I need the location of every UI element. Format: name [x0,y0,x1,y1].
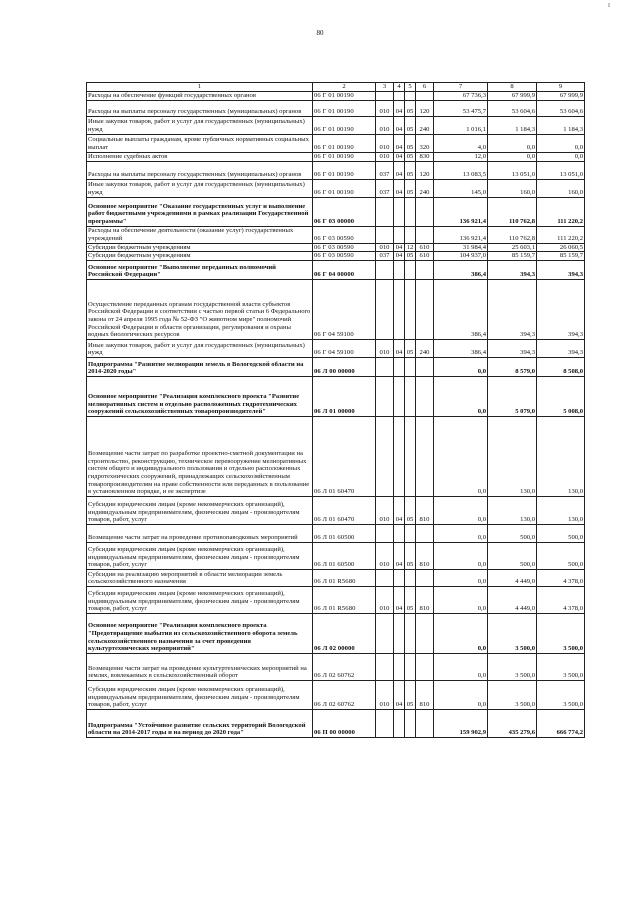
subsection-code-cell [405,279,416,339]
target-code-cell: 06 Г 01 00190 [313,152,376,161]
section-code-cell: 04 [394,339,405,357]
subsection-code-cell [405,260,416,279]
ministry-code-cell [376,357,394,376]
section-code-cell: 04 [394,542,405,569]
ministry-code-cell [376,376,394,416]
budget-table-body [87,83,585,738]
amount-cell: 53 604,6 [488,100,537,116]
amount-cell: 160,0 [488,179,537,197]
table-row [87,243,585,252]
expense-type-cell: 120 [416,161,434,179]
subsection-code-cell: 05 [405,252,416,261]
amount-cell: 500,0 [537,542,585,569]
expense-name-cell: Субсидии юридическим лицам (кроме некоммерческих организаций), индивидуальным предпринимателям, физическим лицам - производителям товаров, работ, услуг [87,542,313,569]
target-code-cell: 06 Г 04 59100 [313,339,376,357]
amount-cell: 67 999,9 [537,91,585,100]
subsection-code-cell: 05 [405,496,416,524]
amount-cell: 160,0 [537,179,585,197]
amount-cell: 67 999,9 [488,91,537,100]
amount-cell: 12,0 [434,152,488,161]
target-code-cell: 06 Л 01 60500 [313,542,376,569]
expense-type-cell: 810 [416,586,434,613]
subsection-code-cell [405,569,416,586]
expense-name-cell: Субсидии юридическим лицам (кроме некоммерческих организаций), индивидуальным предпринимателям, физическим лицам - производителям товаров, работ, услуг [87,586,313,613]
table-row [87,339,585,357]
ministry-code-cell: 010 [376,243,394,252]
expense-type-cell: 610 [416,243,434,252]
ministry-code-cell [376,569,394,586]
amount-cell: 394,3 [488,279,537,339]
table-row [87,376,585,416]
expense-name-cell: Расходы на обеспечение функций государственных органов [87,91,313,100]
expense-type-cell [416,260,434,279]
table-row [87,252,585,261]
amount-cell: 13 083,5 [434,161,488,179]
amount-cell: 666 774,2 [537,709,585,737]
subsection-code-cell [405,357,416,376]
amount-cell: 3 500,0 [537,613,585,653]
amount-cell: 110 762,8 [488,226,537,243]
section-code-cell [394,376,405,416]
amount-cell: 0,0 [434,524,488,542]
subsection-code-cell: 05 [405,134,416,152]
section-code-cell [394,709,405,737]
amount-cell: 111 220,2 [537,197,585,226]
amount-cell: 8 579,0 [488,357,537,376]
amount-cell: 67 736,3 [434,91,488,100]
expense-type-cell [416,226,434,243]
amount-cell: 13 051,0 [537,161,585,179]
amount-cell: 130,0 [488,416,537,496]
ministry-code-cell: 010 [376,152,394,161]
expense-name-cell: Возмещение части затрат на проведение противопаводковых мероприятий [87,524,313,542]
subsection-code-cell [405,197,416,226]
subsection-code-cell: 05 [405,152,416,161]
subsection-code-cell [405,416,416,496]
ministry-code-cell: 010 [376,339,394,357]
target-code-cell: 06 Л 00 00000 [313,357,376,376]
section-code-cell [394,416,405,496]
table-row [87,260,585,279]
expense-type-cell: 810 [416,542,434,569]
table-row [87,569,585,586]
amount-cell: 53 475,7 [434,100,488,116]
expense-type-cell: 240 [416,179,434,197]
column-number: 7 [434,83,488,92]
amount-cell: 500,0 [537,524,585,542]
target-code-cell: 06 Г 01 00190 [313,134,376,152]
amount-cell: 394,3 [488,260,537,279]
column-number: 6 [416,83,434,92]
target-code-cell: 06 Г 03 00590 [313,226,376,243]
amount-cell: 500,0 [488,524,537,542]
section-code-cell [394,569,405,586]
target-code-cell: 06 Л 01 00000 [313,376,376,416]
expense-name-cell: Субсидии бюджетным учреждениям [87,252,313,261]
section-code-cell [394,613,405,653]
amount-cell: 130,0 [537,416,585,496]
subsection-code-cell [405,226,416,243]
expense-name-cell: Исполнение судебных актов [87,152,313,161]
ministry-code-cell: 010 [376,134,394,152]
ministry-code-cell: 010 [376,586,394,613]
ministry-code-cell [376,279,394,339]
expense-name-cell: Подпрограмма "Устойчивое развитие сельских территорий Вологодской области на 2014-2017 годы и на период до 2020 года" [87,709,313,737]
ministry-code-cell [376,260,394,279]
amount-cell: 4,0 [434,134,488,152]
subsection-code-cell [405,613,416,653]
expense-type-cell [416,91,434,100]
amount-cell: 394,3 [488,339,537,357]
amount-cell: 4 449,0 [488,586,537,613]
column-number: 8 [488,83,537,92]
amount-cell: 386,4 [434,279,488,339]
amount-cell: 130,0 [537,496,585,524]
target-code-cell: 06 Г 04 00000 [313,260,376,279]
section-code-cell [394,91,405,100]
amount-cell: 159 902,9 [434,709,488,737]
amount-cell: 0,0 [434,569,488,586]
target-code-cell: 06 Г 04 59100 [313,279,376,339]
target-code-cell: 06 Л 01 R5680 [313,569,376,586]
table-row [87,680,585,709]
amount-cell: 3 500,0 [488,613,537,653]
target-code-cell: 06 Л 01 60470 [313,416,376,496]
table-row [87,279,585,339]
ministry-code-cell: 010 [376,680,394,709]
expense-type-cell: 240 [416,116,434,134]
expense-name-cell: Основное мероприятие "Реализация комплексного проекта "Развитие мелиоративных систем и отдельно расположенных гидротехнических сооружений сельскохозяйственных товаропроизводителей" [87,376,313,416]
ministry-code-cell: 010 [376,542,394,569]
expense-type-cell [416,569,434,586]
amount-cell: 4 378,0 [537,586,585,613]
amount-cell: 0,0 [434,542,488,569]
section-code-cell: 04 [394,179,405,197]
subsection-code-cell: 05 [405,586,416,613]
ministry-code-cell [376,524,394,542]
target-code-cell: 06 Г 03 00590 [313,252,376,261]
expense-type-cell: 610 [416,252,434,261]
amount-cell: 136 921,4 [434,226,488,243]
page-number: 80 [316,29,324,37]
section-code-cell: 04 [394,252,405,261]
expense-name-cell: Осуществление переданных органам государственной власти субъектов Российской Федерации в соответствии с частью первой статьи 6 Федерального закона от 24 апреля 1995 года № 52-ФЗ "О животном мире" полномочий Российской Федерации в области организации, регулирования и охраны водных биологических ресурсов [87,279,313,339]
section-code-cell [394,279,405,339]
expense-name-cell: Субсидии юридическим лицам (кроме некоммерческих организаций), индивидуальным предпринимателям, физическим лицам - производителям товаров, работ, услуг [87,496,313,524]
expense-name-cell: Подпрограмма "Развитие мелиорации земель в Вологодской области на 2014-2020 годы" [87,357,313,376]
table-row [87,226,585,243]
expense-type-cell: 830 [416,152,434,161]
amount-cell: 0,0 [434,376,488,416]
ministry-code-cell: 010 [376,496,394,524]
section-code-cell: 04 [394,152,405,161]
table-row [87,134,585,152]
amount-cell: 394,3 [537,339,585,357]
subsection-code-cell: 05 [405,680,416,709]
section-code-cell [394,197,405,226]
target-code-cell: 06 П 00 00000 [313,709,376,737]
expense-name-cell: Иные закупки товаров, работ и услуг для государственных (муниципальных) нужд [87,179,313,197]
expense-name-cell: Расходы на выплаты персоналу государственных (муниципальных) органов [87,161,313,179]
table-row [87,542,585,569]
amount-cell: 53 604,6 [537,100,585,116]
subsection-code-cell: 12 [405,243,416,252]
column-number: 9 [537,83,585,92]
expense-name-cell: Расходы на выплаты персоналу государственных (муниципальных) органов [87,100,313,116]
section-code-cell [394,226,405,243]
expense-name-cell: Иные закупки товаров, работ и услуг для государственных (муниципальных) нужд [87,116,313,134]
amount-cell: 3 500,0 [537,680,585,709]
ministry-code-cell: 010 [376,100,394,116]
amount-cell: 0,0 [537,134,585,152]
section-code-cell [394,524,405,542]
target-code-cell: 06 Г 01 00190 [313,116,376,134]
table-row [87,179,585,197]
amount-cell: 386,4 [434,339,488,357]
amount-cell: 1 016,1 [434,116,488,134]
amount-cell: 145,0 [434,179,488,197]
expense-type-cell: 320 [416,134,434,152]
amount-cell: 104 937,0 [434,252,488,261]
expense-type-cell [416,524,434,542]
expense-name-cell: Основное мероприятие "Оказание государственных услуг и выполнение работ бюджетными учреждениями в рамках реализации Государственной программы" [87,197,313,226]
table-row [87,197,585,226]
amount-cell: 0,0 [434,357,488,376]
amount-cell: 4 378,0 [537,569,585,586]
section-code-cell [394,357,405,376]
expense-name-cell: Возмещение части затрат по разработке проектно-сметной документации на строительство, реконструкцию, техническое перевооружение мелиоративных систем общего и индивидуального пользования и отдельно расположенных гидротехнических сооружений, принадлежащих сельскохозяйственным товаропроизводителям на праве собственности или переданных в пользование в установленном порядке, и ее экспертизе [87,416,313,496]
amount-cell: 8 508,0 [537,357,585,376]
amount-cell: 3 500,0 [537,653,585,680]
table-row [87,416,585,496]
table-row [87,524,585,542]
amount-cell: 3 500,0 [488,653,537,680]
table-row [87,496,585,524]
amount-cell: 13 051,0 [488,161,537,179]
amount-cell: 500,0 [488,542,537,569]
subsection-code-cell [405,376,416,416]
expense-name-cell: Субсидии юридическим лицам (кроме некоммерческих организаций), индивидуальным предпринимателям, физическим лицам - производителям товаров, работ, услуг [87,680,313,709]
target-code-cell: 06 Л 01 60500 [313,524,376,542]
section-code-cell: 04 [394,134,405,152]
target-code-cell: 06 Г 01 00190 [313,100,376,116]
amount-cell: 0,0 [537,152,585,161]
expense-type-cell: 810 [416,680,434,709]
expense-type-cell [416,653,434,680]
amount-cell: 111 220,2 [537,226,585,243]
amount-cell: 130,0 [488,496,537,524]
expense-type-cell [416,279,434,339]
target-code-cell: 06 Л 02 60762 [313,680,376,709]
amount-cell: 0,0 [434,496,488,524]
section-code-cell [394,653,405,680]
subsection-code-cell: 05 [405,116,416,134]
table-row [87,653,585,680]
amount-cell: 31 984,4 [434,243,488,252]
expense-name-cell: Субсидии бюджетным учреждениям [87,243,313,252]
expense-type-cell: 120 [416,100,434,116]
amount-cell: 394,3 [537,279,585,339]
amount-cell: 386,4 [434,260,488,279]
table-row [87,613,585,653]
amount-cell: 85 159,7 [488,252,537,261]
amount-cell: 1 184,3 [488,116,537,134]
amount-cell: 0,0 [434,680,488,709]
expense-name-cell: Иные закупки товаров, работ и услуг для государственных (муниципальных) нужд [87,339,313,357]
corner-mark: I [608,3,610,9]
ministry-code-cell [376,197,394,226]
expense-type-cell [416,197,434,226]
amount-cell: 85 159,7 [537,252,585,261]
amount-cell: 0,0 [434,653,488,680]
column-number: 5 [405,83,416,92]
table-row [87,357,585,376]
amount-cell: 0,0 [434,586,488,613]
target-code-cell: 06 Л 01 R5680 [313,586,376,613]
expense-name-cell: Социальные выплаты гражданам, кроме публичных нормативных социальных выплат [87,134,313,152]
amount-cell: 0,0 [488,134,537,152]
subsection-code-cell [405,524,416,542]
target-code-cell: 06 Г 03 00000 [313,197,376,226]
table-row [87,586,585,613]
target-code-cell: 06 Г 01 00190 [313,179,376,197]
amount-cell: 435 279,6 [488,709,537,737]
expense-type-cell [416,376,434,416]
amount-cell: 0,0 [434,613,488,653]
section-code-cell: 04 [394,116,405,134]
table-row [87,152,585,161]
ministry-code-cell: 037 [376,161,394,179]
section-code-cell: 04 [394,243,405,252]
amount-cell: 5 079,0 [488,376,537,416]
expense-type-cell: 810 [416,496,434,524]
section-code-cell: 04 [394,586,405,613]
ministry-code-cell [376,613,394,653]
section-code-cell: 04 [394,496,405,524]
amount-cell: 394,3 [537,260,585,279]
expense-type-cell [416,357,434,376]
ministry-code-cell [376,91,394,100]
expense-name-cell: Возмещение части затрат на проведение культуртехнических мероприятий на землях, вовлекаемых в сельскохозяйственный оборот [87,653,313,680]
subsection-code-cell: 05 [405,161,416,179]
expense-type-cell [416,613,434,653]
expense-name-cell: Основное мероприятие "Реализация комплексного проекта "Предотвращение выбытия из сельскохозяйственного оборота земель сельскохозяйственного назначения за счет проведения культуртехнических мероприятий" [87,613,313,653]
target-code-cell: 06 Г 03 00590 [313,243,376,252]
subsection-code-cell: 05 [405,542,416,569]
target-code-cell: 06 Л 02 60762 [313,653,376,680]
expense-name-cell: Основное мероприятие "Выполнение переданных полномочий Российской Федерации" [87,260,313,279]
target-code-cell: 06 Л 01 60470 [313,496,376,524]
table-row [87,116,585,134]
amount-cell: 4 449,0 [488,569,537,586]
section-code-cell: 04 [394,100,405,116]
amount-cell: 25 603,1 [488,243,537,252]
target-code-cell: 06 Л 02 00000 [313,613,376,653]
budget-table [86,82,585,738]
expense-type-cell [416,709,434,737]
target-code-cell: 06 Г 01 00190 [313,91,376,100]
ministry-code-cell [376,226,394,243]
expense-name-cell: Субсидии на реализацию мероприятий в области мелиорации земель сельскохозяйственного назначения [87,569,313,586]
section-code-cell: 04 [394,680,405,709]
section-code-cell: 04 [394,161,405,179]
amount-cell: 136 921,4 [434,197,488,226]
table-row [87,100,585,116]
target-code-cell: 06 Г 01 00190 [313,161,376,179]
ministry-code-cell: 037 [376,252,394,261]
table-row [87,161,585,179]
ministry-code-cell: 037 [376,179,394,197]
subsection-code-cell [405,653,416,680]
amount-cell: 26 060,5 [537,243,585,252]
amount-cell: 0,0 [488,152,537,161]
expense-type-cell: 240 [416,339,434,357]
column-number: 1 [87,83,313,92]
amount-cell: 5 008,0 [537,376,585,416]
ministry-code-cell [376,653,394,680]
amount-cell: 0,0 [434,416,488,496]
column-number: 3 [376,83,394,92]
expense-name-cell: Расходы на обеспечение деятельности (оказание услуг) государственных учреждений [87,226,313,243]
section-code-cell [394,260,405,279]
subsection-code-cell: 05 [405,339,416,357]
subsection-code-cell: 05 [405,100,416,116]
subsection-code-cell [405,91,416,100]
amount-cell: 110 762,8 [488,197,537,226]
ministry-code-cell [376,709,394,737]
column-number: 2 [313,83,376,92]
amount-cell: 3 500,0 [488,680,537,709]
column-number: 4 [394,83,405,92]
table-row [87,91,585,100]
ministry-code-cell: 010 [376,116,394,134]
subsection-code-cell: 05 [405,179,416,197]
ministry-code-cell [376,416,394,496]
amount-cell: 1 184,3 [537,116,585,134]
expense-type-cell [416,416,434,496]
subsection-code-cell [405,709,416,737]
table-row [87,709,585,737]
column-number-header [87,83,585,92]
